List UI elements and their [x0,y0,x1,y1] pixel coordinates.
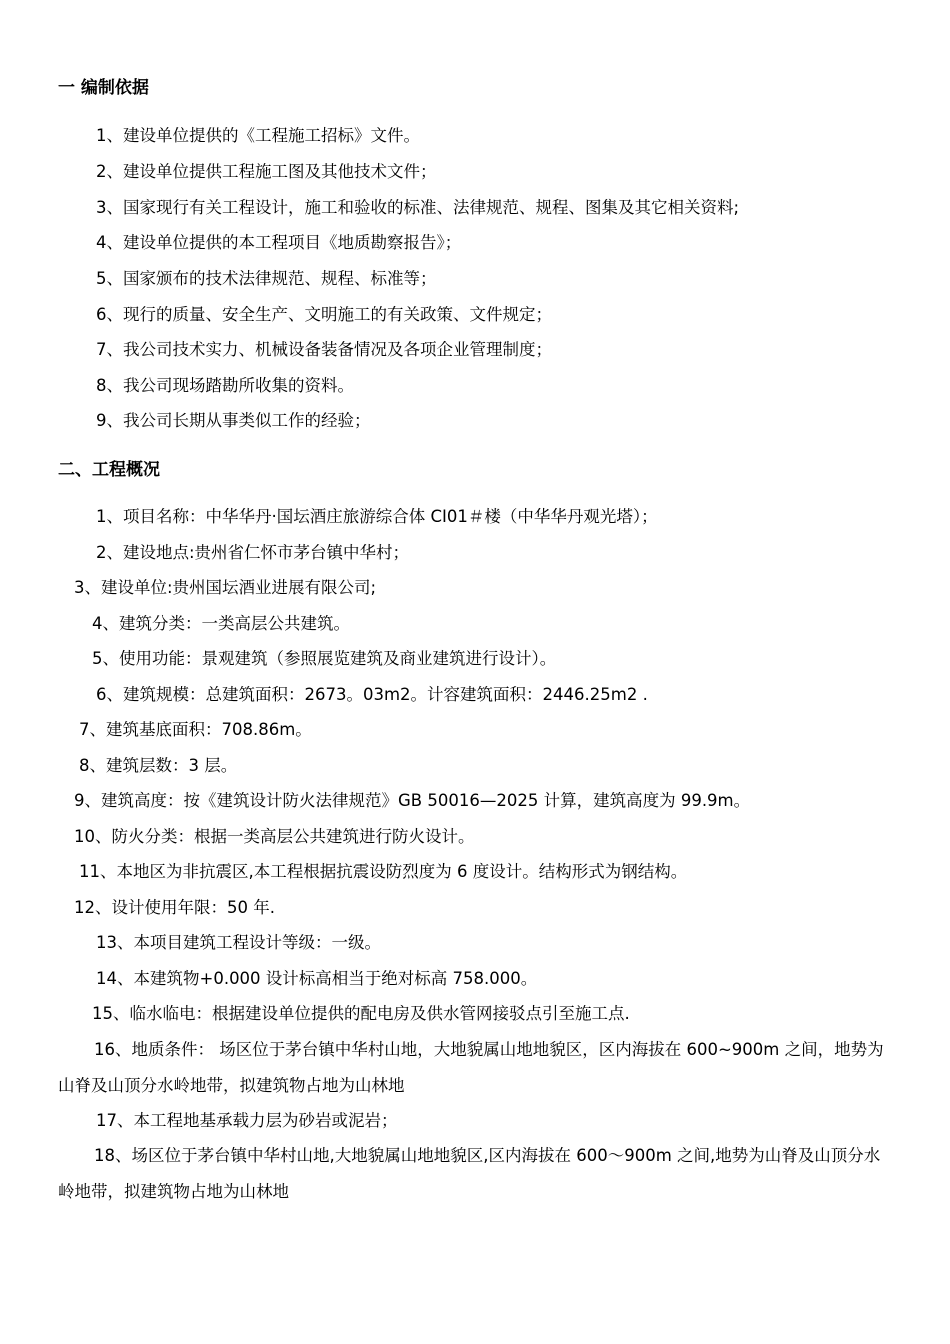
section-heading-overview: 二、工程概况 [58,460,160,480]
overview-item-9: 9、建筑高度：按《建筑设计防火法律规范》GB 50016—2025 计算，建筑高度为 99.9m。 [74,791,751,810]
basis-item-7: 7、我公司技术实力、机械设备装备情况及各项企业管理制度； [96,340,552,359]
overview-item-1: 1、项目名称：中华华丹·国坛酒庄旅游综合体 CI01＃楼（中华华丹观光塔）； [96,507,658,526]
overview-item-17: 17、本工程地基承载力层为砂岩或泥岩； [96,1111,398,1130]
overview-item-10: 10、防火分类：根据一类高层公共建筑进行防火设计。 [74,827,475,846]
overview-item-11: 11、本地区为非抗震区,本工程根据抗震设防烈度为 6 度设计。结构形式为钢结构。 [79,862,688,881]
section-heading-basis: 一 编制依据 [58,78,149,98]
overview-item-14: 14、本建筑物+0.000 设计标高相当于绝对标高 758.000。 [96,969,538,988]
basis-item-5: 5、国家颁布的技术法律规范、规程、标准等； [96,269,437,288]
overview-item-5: 5、使用功能：景观建筑（参照展览建筑及商业建筑进行设计）。 [92,649,557,668]
overview-item-13: 13、本项目建筑工程设计等级：一级。 [96,933,381,952]
overview-item-8: 8、建筑层数：3 层。 [79,756,238,775]
basis-item-2: 2、建设单位提供工程施工图及其他技术文件； [96,162,437,181]
basis-item-1: 1、建设单位提供的《工程施工招标》文件。 [96,126,420,145]
overview-item-18: 18、场区位于茅台镇中华村山地,大地貌属山地地貌区,区内海拔在 600～900m 之间,地势为山脊及山顶分水岭地带，拟建筑物占地为山林地 [58,1146,881,1201]
basis-item-9: 9、我公司长期从事类似工作的经验； [96,411,371,430]
basis-item-8: 8、我公司现场踏勘所收集的资料。 [96,376,354,395]
overview-item-12: 12、设计使用年限：50 年. [74,898,275,917]
overview-item-3: 3、建设单位:贵州国坛酒业进展有限公司; [74,578,377,597]
overview-item-7: 7、建筑基底面积：708.86m。 [79,720,312,739]
overview-item-16: 16、地质条件： 场区位于茅台镇中华村山地，大地貌属山地地貌区，区内海拔在 600~900m 之间，地势为山脊及山顶分水岭地带，拟建筑物占地为山林地 [58,1040,884,1095]
overview-item-15: 15、临水临电：根据建设单位提供的配电房及供水管网接驳点引至施工点. [92,1004,630,1023]
basis-item-3: 3、国家现行有关工程设计，施工和验收的标准、法律规范、规程、图集及其它相关资料; [96,198,740,217]
basis-item-6: 6、现行的质量、安全生产、文明施工的有关政策、文件规定； [96,305,552,324]
overview-item-4: 4、建筑分类：一类高层公共建筑。 [92,614,350,633]
overview-item-2: 2、建设地点:贵州省仁怀市茅台镇中华村； [96,543,410,562]
basis-item-4: 4、建设单位提供的本工程项目《地质勘察报告》； [96,233,462,252]
overview-item-6: 6、建筑规模：总建筑面积：2673。03m2。计容建筑面积：2446.25m2 . [96,685,648,704]
